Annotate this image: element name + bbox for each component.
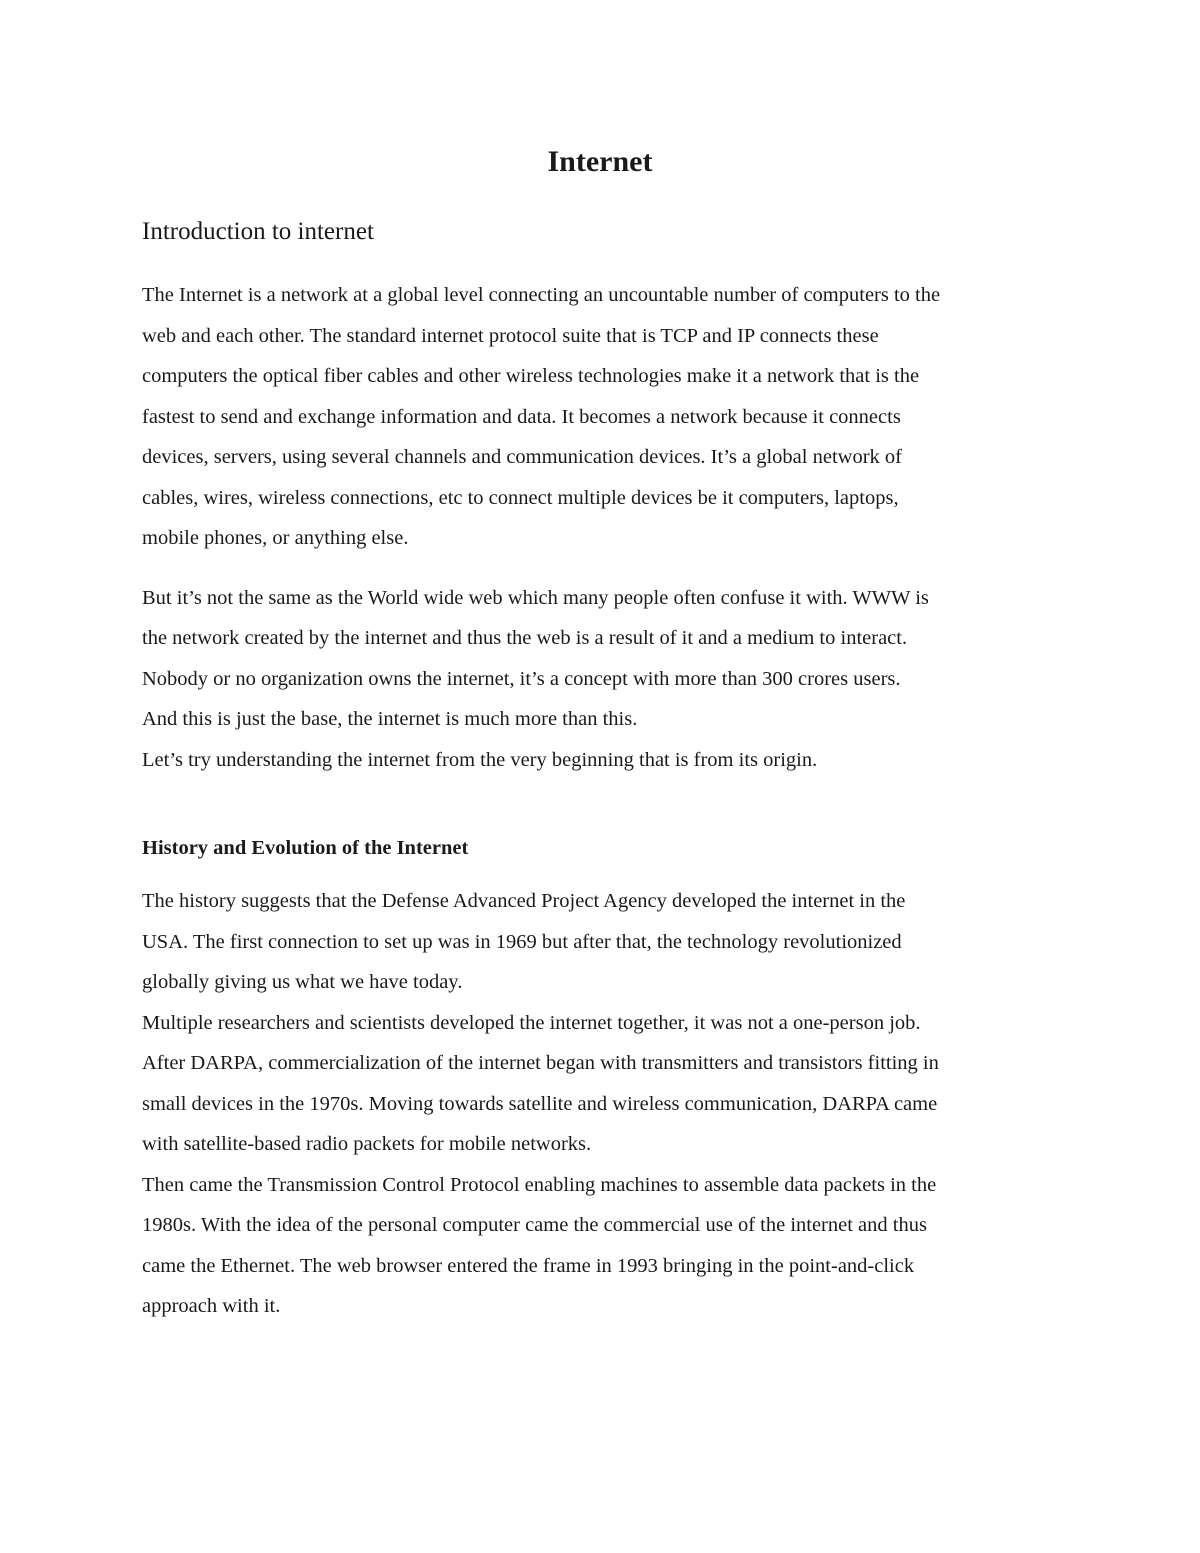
text-line: But it’s not the same as the World wide web which many people often confuse it with. WWW is: [142, 586, 929, 609]
text-line: mobile phones, or anything else.: [142, 527, 409, 549]
www-paragraph: [142, 578, 1067, 781]
text-line: The history suggests that the Defense Advanced Project Agency developed the internet in the: [142, 890, 906, 912]
text-line: globally giving us what we have today.: [142, 971, 463, 993]
text-line: Then came the Transmission Control Protocol enabling machines to assemble data packets in the: [142, 1173, 937, 1196]
text-line: devices, servers, using several channels and communication devices. It’s a global network of: [142, 446, 902, 468]
history-heading: History and Evolution of the Internet: [142, 837, 469, 859]
text-line: fastest to send and exchange information and data. It becomes a network because it connects: [142, 405, 901, 428]
text-line: Let’s try understanding the internet from the very beginning that is from its origin.: [142, 748, 818, 771]
text-line: The Internet is a network at a global level connecting an uncountable number of computers to the: [142, 284, 941, 306]
paragraph-spacer: [142, 559, 1067, 578]
text-line: approach with it.: [142, 1295, 281, 1317]
text-line: USA. The first connection to set up was in 1969 but after that, the technology revolutionized: [142, 930, 902, 953]
document-body: [142, 212, 1067, 1327]
intro-heading: Introduction to internet: [142, 218, 374, 245]
text-line: computers the optical fiber cables and other wireless technologies make it a network that is the: [142, 365, 920, 387]
text-line: Multiple researchers and scientists developed the internet together, it was not a one-person job.: [142, 1011, 921, 1034]
document-title: Internet: [547, 145, 653, 178]
text-line: 1980s. With the idea of the personal computer came the commercial use of the internet and thus: [142, 1214, 927, 1236]
text-line: with satellite-based radio packets for mobile networks.: [142, 1133, 592, 1155]
text-line: cables, wires, wireless connections, etc to connect multiple devices be it computers, laptops,: [142, 486, 899, 509]
text-line: And this is just the base, the internet is much more than this.: [142, 708, 638, 730]
section-spacer: [142, 780, 1067, 828]
history-paragraph: [142, 881, 1067, 1327]
intro-paragraph: [142, 275, 1067, 559]
text-line: Nobody or no organization owns the internet, it’s a concept with more than 300 crores users.: [142, 667, 901, 690]
text-line: web and each other. The standard internet protocol suite that is TCP and IP connects these: [142, 324, 879, 347]
text-line: the network created by the internet and thus the web is a result of it and a medium to interact.: [142, 627, 908, 649]
text-line: small devices in the 1970s. Moving towards satellite and wireless communication, DARPA came: [142, 1092, 938, 1115]
text-line: came the Ethernet. The web browser entered the frame in 1993 bringing in the point-and-click: [142, 1254, 915, 1277]
text-line: After DARPA, commercialization of the internet began with transmitters and transistors fitting in: [142, 1052, 939, 1074]
